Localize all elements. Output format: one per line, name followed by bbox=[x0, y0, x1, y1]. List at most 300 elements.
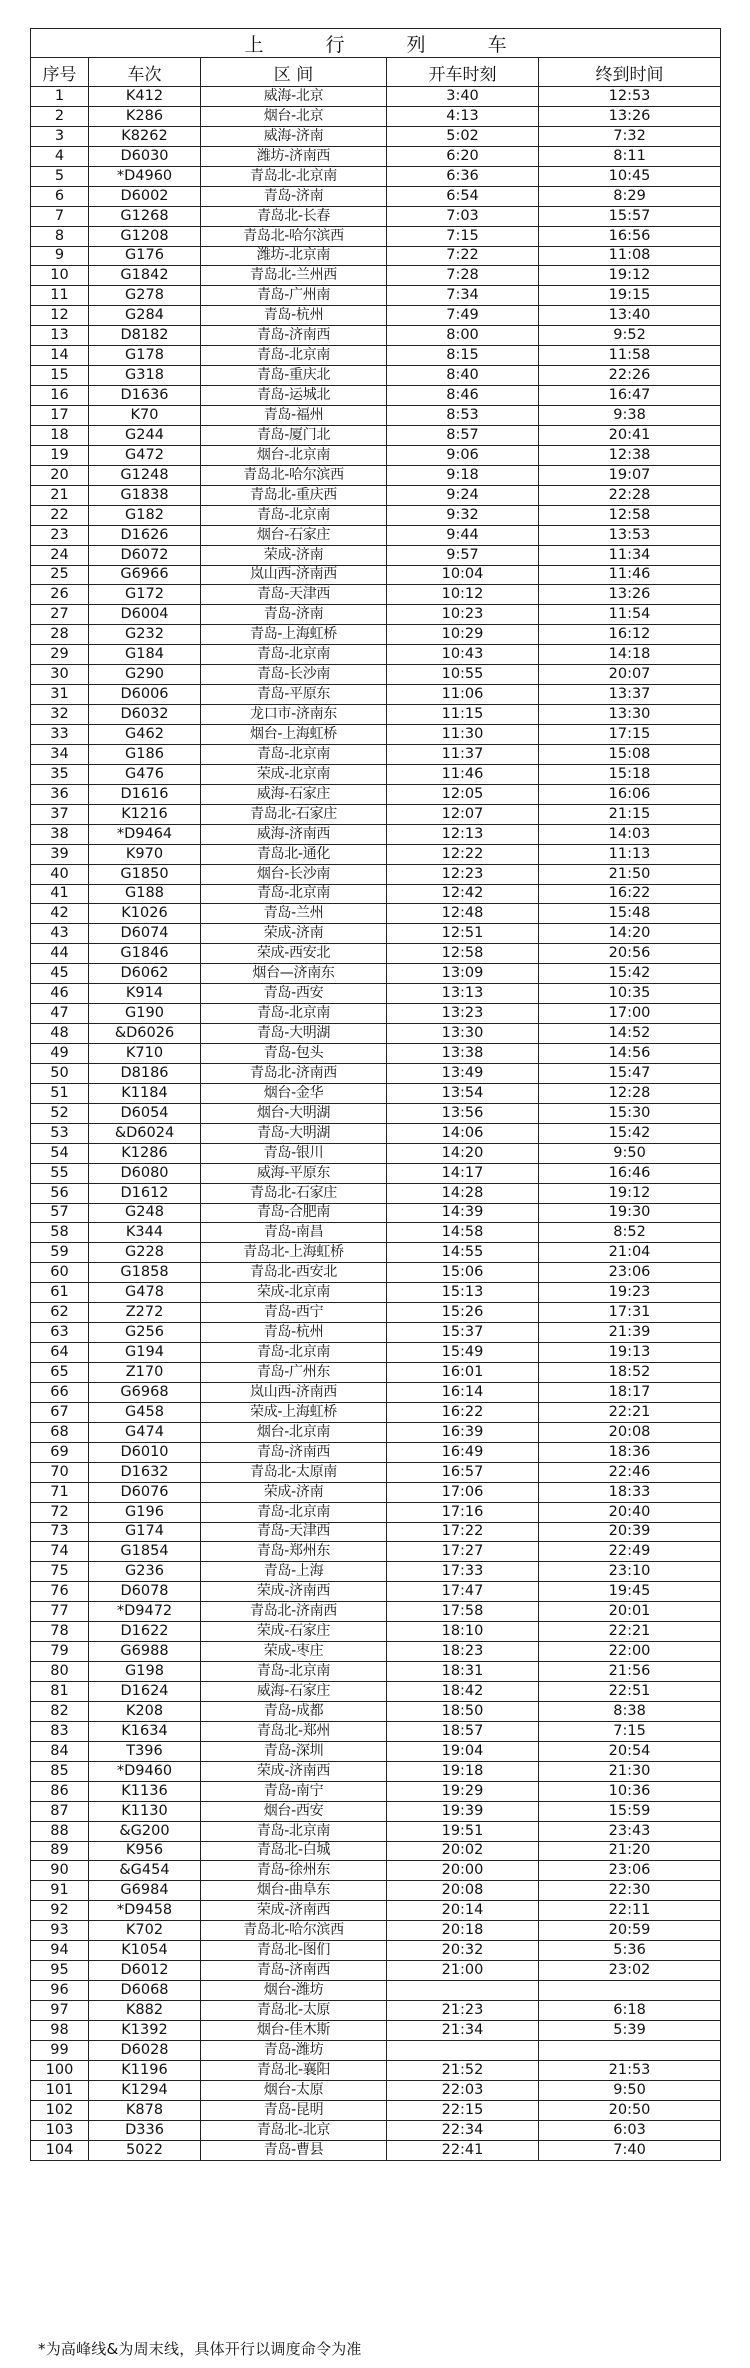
cell-departure: 7:22 bbox=[387, 246, 539, 266]
cell-no: 21 bbox=[31, 485, 89, 505]
cell-no: 51 bbox=[31, 1083, 89, 1103]
cell-arrival: 23:43 bbox=[539, 1821, 721, 1841]
table-row bbox=[31, 2040, 721, 2060]
cell-no: 58 bbox=[31, 1223, 89, 1243]
cell-no: 29 bbox=[31, 645, 89, 665]
cell-departure: 15:06 bbox=[387, 1263, 539, 1283]
cell-arrival: 12:38 bbox=[539, 445, 721, 465]
cell-route: 青岛-成都 bbox=[201, 1701, 387, 1721]
cell-no: 28 bbox=[31, 625, 89, 645]
cell-no: 38 bbox=[31, 824, 89, 844]
table-row bbox=[31, 1343, 721, 1363]
cell-arrival: 20:08 bbox=[539, 1422, 721, 1442]
cell-departure: 12:22 bbox=[387, 844, 539, 864]
table-row bbox=[31, 326, 721, 346]
cell-departure: 14:06 bbox=[387, 1123, 539, 1143]
cell-train: K878 bbox=[89, 2100, 201, 2120]
cell-no: 80 bbox=[31, 1662, 89, 1682]
cell-route: 青岛-北京南 bbox=[201, 346, 387, 366]
cell-no: 54 bbox=[31, 1143, 89, 1163]
cell-route: 青岛-济南 bbox=[201, 605, 387, 625]
cell-no: 9 bbox=[31, 246, 89, 266]
cell-train: K1054 bbox=[89, 1941, 201, 1961]
cell-train: K1136 bbox=[89, 1781, 201, 1801]
cell-departure: 14:17 bbox=[387, 1163, 539, 1183]
cell-departure: 14:39 bbox=[387, 1203, 539, 1223]
cell-arrival: 15:59 bbox=[539, 1801, 721, 1821]
cell-arrival: 16:47 bbox=[539, 386, 721, 406]
cell-train: G1850 bbox=[89, 864, 201, 884]
cell-no: 101 bbox=[31, 2080, 89, 2100]
table-row bbox=[31, 346, 721, 366]
cell-no: 57 bbox=[31, 1203, 89, 1223]
cell-train: G196 bbox=[89, 1502, 201, 1522]
cell-route: 青岛-北京南 bbox=[201, 505, 387, 525]
cell-route: 岚山西-济南西 bbox=[201, 565, 387, 585]
cell-departure: 11:06 bbox=[387, 685, 539, 705]
cell-arrival: 12:53 bbox=[539, 87, 721, 107]
cell-no: 3 bbox=[31, 126, 89, 146]
cell-no: 13 bbox=[31, 326, 89, 346]
cell-no: 39 bbox=[31, 844, 89, 864]
table-row bbox=[31, 1083, 721, 1103]
cell-no: 30 bbox=[31, 665, 89, 685]
cell-departure: 6:36 bbox=[387, 166, 539, 186]
cell-arrival: 21:04 bbox=[539, 1243, 721, 1263]
cell-arrival: 23:10 bbox=[539, 1562, 721, 1582]
cell-departure: 18:10 bbox=[387, 1622, 539, 1642]
cell-no: 46 bbox=[31, 984, 89, 1004]
cell-no: 65 bbox=[31, 1363, 89, 1383]
table-row bbox=[31, 126, 721, 146]
cell-train: K412 bbox=[89, 87, 201, 107]
cell-arrival: 10:45 bbox=[539, 166, 721, 186]
cell-train: G6966 bbox=[89, 565, 201, 585]
table-row bbox=[31, 1542, 721, 1562]
cell-route: 青岛-北京南 bbox=[201, 1502, 387, 1522]
cell-no: 2 bbox=[31, 106, 89, 126]
cell-route: 青岛-兰州 bbox=[201, 904, 387, 924]
cell-arrival: 19:13 bbox=[539, 1343, 721, 1363]
cell-arrival: 16:22 bbox=[539, 884, 721, 904]
cell-no: 89 bbox=[31, 1841, 89, 1861]
cell-train: G478 bbox=[89, 1283, 201, 1303]
timetable-body bbox=[31, 87, 721, 2161]
table-row bbox=[31, 1781, 721, 1801]
cell-train: G190 bbox=[89, 1004, 201, 1024]
cell-route: 青岛北-上海虹桥 bbox=[201, 1243, 387, 1263]
cell-no: 19 bbox=[31, 445, 89, 465]
cell-route: 青岛北-石家庄 bbox=[201, 1183, 387, 1203]
cell-route: 青岛北-北京南 bbox=[201, 166, 387, 186]
cell-no: 94 bbox=[31, 1941, 89, 1961]
header-arrival: 终到时间 bbox=[539, 58, 721, 87]
cell-arrival: 21:39 bbox=[539, 1323, 721, 1343]
cell-no: 15 bbox=[31, 366, 89, 386]
cell-arrival: 21:50 bbox=[539, 864, 721, 884]
cell-train: K1392 bbox=[89, 2020, 201, 2040]
cell-route: 荣成-北京南 bbox=[201, 764, 387, 784]
cell-route: 烟台-长沙南 bbox=[201, 864, 387, 884]
cell-departure: 18:23 bbox=[387, 1642, 539, 1662]
table-row bbox=[31, 1981, 721, 2001]
table-row bbox=[31, 744, 721, 764]
cell-route: 青岛-大明湖 bbox=[201, 1024, 387, 1044]
cell-departure: 6:54 bbox=[387, 186, 539, 206]
table-row bbox=[31, 964, 721, 984]
cell-no: 69 bbox=[31, 1442, 89, 1462]
cell-arrival: 22:21 bbox=[539, 1622, 721, 1642]
cell-route: 青岛-济南西 bbox=[201, 1442, 387, 1462]
table-row bbox=[31, 106, 721, 126]
cell-route: 荣成-济南 bbox=[201, 1482, 387, 1502]
cell-departure: 11:15 bbox=[387, 705, 539, 725]
cell-departure: 12:51 bbox=[387, 924, 539, 944]
cell-train: G194 bbox=[89, 1343, 201, 1363]
cell-route: 青岛北-哈尔滨西 bbox=[201, 465, 387, 485]
cell-departure: 14:28 bbox=[387, 1183, 539, 1203]
cell-route: 青岛北-长春 bbox=[201, 206, 387, 226]
table-row bbox=[31, 146, 721, 166]
table-row bbox=[31, 1203, 721, 1223]
cell-no: 63 bbox=[31, 1323, 89, 1343]
cell-route: 烟台-西安 bbox=[201, 1801, 387, 1821]
cell-no: 88 bbox=[31, 1821, 89, 1841]
cell-route: 烟台-北京 bbox=[201, 106, 387, 126]
cell-departure: 10:55 bbox=[387, 665, 539, 685]
cell-departure: 16:01 bbox=[387, 1363, 539, 1383]
cell-departure: 20:14 bbox=[387, 1901, 539, 1921]
cell-route: 岚山西-济南西 bbox=[201, 1382, 387, 1402]
cell-no: 48 bbox=[31, 1024, 89, 1044]
cell-departure: 12:05 bbox=[387, 784, 539, 804]
cell-arrival: 12:28 bbox=[539, 1083, 721, 1103]
cell-departure: 11:37 bbox=[387, 744, 539, 764]
table-row bbox=[31, 186, 721, 206]
cell-no: 90 bbox=[31, 1861, 89, 1881]
cell-train: *D4960 bbox=[89, 166, 201, 186]
cell-train: G1208 bbox=[89, 226, 201, 246]
cell-arrival: 14:20 bbox=[539, 924, 721, 944]
cell-route: 荣成-石家庄 bbox=[201, 1622, 387, 1642]
cell-departure: 9:57 bbox=[387, 545, 539, 565]
table-row bbox=[31, 844, 721, 864]
cell-arrival: 16:06 bbox=[539, 784, 721, 804]
cell-route: 烟台-上海虹桥 bbox=[201, 725, 387, 745]
cell-route: 青岛-潍坊 bbox=[201, 2040, 387, 2060]
cell-no: 77 bbox=[31, 1602, 89, 1622]
cell-route: 青岛-长沙南 bbox=[201, 665, 387, 685]
cell-departure bbox=[387, 2040, 539, 2060]
cell-no: 59 bbox=[31, 1243, 89, 1263]
cell-arrival: 9:50 bbox=[539, 2080, 721, 2100]
cell-route: 青岛-郑州东 bbox=[201, 1542, 387, 1562]
cell-arrival: 13:40 bbox=[539, 306, 721, 326]
cell-departure: 16:39 bbox=[387, 1422, 539, 1442]
cell-route: 青岛-西安 bbox=[201, 984, 387, 1004]
cell-route: 青岛北-太原南 bbox=[201, 1462, 387, 1482]
cell-route: 青岛北-济南西 bbox=[201, 1063, 387, 1083]
cell-route: 青岛-西宁 bbox=[201, 1303, 387, 1323]
cell-departure: 12:42 bbox=[387, 884, 539, 904]
cell-arrival: 18:33 bbox=[539, 1482, 721, 1502]
cell-no: 52 bbox=[31, 1103, 89, 1123]
cell-departure: 13:30 bbox=[387, 1024, 539, 1044]
cell-route: 青岛-广州南 bbox=[201, 286, 387, 306]
cell-train: G1838 bbox=[89, 485, 201, 505]
cell-no: 84 bbox=[31, 1741, 89, 1761]
cell-no: 31 bbox=[31, 685, 89, 705]
table-row bbox=[31, 725, 721, 745]
table-row bbox=[31, 1502, 721, 1522]
table-row bbox=[31, 605, 721, 625]
cell-train: K914 bbox=[89, 984, 201, 1004]
cell-departure: 19:39 bbox=[387, 1801, 539, 1821]
cell-departure: 9:44 bbox=[387, 525, 539, 545]
cell-arrival: 19:07 bbox=[539, 465, 721, 485]
table-row bbox=[31, 625, 721, 645]
cell-no: 18 bbox=[31, 425, 89, 445]
cell-arrival: 17:00 bbox=[539, 1004, 721, 1024]
table-row bbox=[31, 166, 721, 186]
cell-arrival: 23:06 bbox=[539, 1263, 721, 1283]
cell-no: 87 bbox=[31, 1801, 89, 1821]
cell-no: 53 bbox=[31, 1123, 89, 1143]
cell-train: D6062 bbox=[89, 964, 201, 984]
cell-train: D1632 bbox=[89, 1462, 201, 1482]
cell-departure: 7:28 bbox=[387, 266, 539, 286]
cell-train: D1624 bbox=[89, 1682, 201, 1702]
cell-train: D1622 bbox=[89, 1622, 201, 1642]
cell-route: 青岛-北京南 bbox=[201, 1343, 387, 1363]
cell-arrival: 20:59 bbox=[539, 1921, 721, 1941]
cell-departure: 20:08 bbox=[387, 1881, 539, 1901]
cell-train: D6002 bbox=[89, 186, 201, 206]
cell-route: 青岛北-襄阳 bbox=[201, 2060, 387, 2080]
cell-no: 33 bbox=[31, 725, 89, 745]
cell-route: 烟台—济南东 bbox=[201, 964, 387, 984]
cell-no: 23 bbox=[31, 525, 89, 545]
cell-arrival: 6:18 bbox=[539, 2001, 721, 2021]
cell-no: 62 bbox=[31, 1303, 89, 1323]
cell-arrival: 14:52 bbox=[539, 1024, 721, 1044]
cell-route: 青岛-北京南 bbox=[201, 884, 387, 904]
cell-no: 47 bbox=[31, 1004, 89, 1024]
cell-train: K956 bbox=[89, 1841, 201, 1861]
cell-departure: 11:46 bbox=[387, 764, 539, 784]
cell-arrival: 22:46 bbox=[539, 1462, 721, 1482]
cell-departure: 19:18 bbox=[387, 1761, 539, 1781]
cell-arrival: 13:37 bbox=[539, 685, 721, 705]
cell-departure: 18:31 bbox=[387, 1662, 539, 1682]
table-row bbox=[31, 1103, 721, 1123]
cell-route: 荣成-济南 bbox=[201, 545, 387, 565]
cell-route: 青岛-银川 bbox=[201, 1143, 387, 1163]
table-row bbox=[31, 984, 721, 1004]
cell-departure: 21:34 bbox=[387, 2020, 539, 2040]
table-row bbox=[31, 1861, 721, 1881]
cell-departure: 14:55 bbox=[387, 1243, 539, 1263]
cell-route: 青岛-杭州 bbox=[201, 306, 387, 326]
cell-departure: 4:13 bbox=[387, 106, 539, 126]
cell-train: &D6024 bbox=[89, 1123, 201, 1143]
cell-departure: 16:22 bbox=[387, 1402, 539, 1422]
cell-route: 荣成-上海虹桥 bbox=[201, 1402, 387, 1422]
cell-departure: 12:48 bbox=[387, 904, 539, 924]
cell-train: Z272 bbox=[89, 1303, 201, 1323]
cell-route: 青岛北-北京 bbox=[201, 2120, 387, 2140]
cell-departure: 15:13 bbox=[387, 1283, 539, 1303]
cell-train: D6054 bbox=[89, 1103, 201, 1123]
cell-train: D8186 bbox=[89, 1063, 201, 1083]
cell-arrival: 15:18 bbox=[539, 764, 721, 784]
cell-train: G1842 bbox=[89, 266, 201, 286]
cell-arrival: 20:39 bbox=[539, 1522, 721, 1542]
cell-departure: 18:50 bbox=[387, 1701, 539, 1721]
cell-no: 7 bbox=[31, 206, 89, 226]
cell-arrival: 19:15 bbox=[539, 286, 721, 306]
cell-route: 青岛北-哈尔滨西 bbox=[201, 1921, 387, 1941]
table-row bbox=[31, 1163, 721, 1183]
cell-departure: 12:13 bbox=[387, 824, 539, 844]
table-row bbox=[31, 1961, 721, 1981]
table-row bbox=[31, 1482, 721, 1502]
cell-no: 100 bbox=[31, 2060, 89, 2080]
cell-route: 青岛-平原东 bbox=[201, 685, 387, 705]
cell-departure: 3:40 bbox=[387, 87, 539, 107]
cell-train: D6004 bbox=[89, 605, 201, 625]
cell-departure bbox=[387, 1981, 539, 2001]
cell-departure: 14:20 bbox=[387, 1143, 539, 1163]
cell-arrival: 23:06 bbox=[539, 1861, 721, 1881]
cell-no: 86 bbox=[31, 1781, 89, 1801]
cell-departure: 17:16 bbox=[387, 1502, 539, 1522]
cell-no: 82 bbox=[31, 1701, 89, 1721]
table-row bbox=[31, 505, 721, 525]
cell-train: G176 bbox=[89, 246, 201, 266]
cell-arrival: 20:01 bbox=[539, 1602, 721, 1622]
cell-train: *D9464 bbox=[89, 824, 201, 844]
cell-train: D6030 bbox=[89, 146, 201, 166]
cell-route: 青岛-北京南 bbox=[201, 1004, 387, 1024]
cell-no: 12 bbox=[31, 306, 89, 326]
cell-route: 烟台-太原 bbox=[201, 2080, 387, 2100]
cell-arrival: 14:18 bbox=[539, 645, 721, 665]
cell-no: 104 bbox=[31, 2140, 89, 2160]
cell-train: D6032 bbox=[89, 705, 201, 725]
cell-train: D6006 bbox=[89, 685, 201, 705]
table-row bbox=[31, 465, 721, 485]
cell-no: 66 bbox=[31, 1382, 89, 1402]
cell-arrival: 20:54 bbox=[539, 1741, 721, 1761]
cell-train: G472 bbox=[89, 445, 201, 465]
cell-no: 70 bbox=[31, 1462, 89, 1482]
cell-arrival: 8:11 bbox=[539, 146, 721, 166]
table-row bbox=[31, 904, 721, 924]
cell-train: G198 bbox=[89, 1662, 201, 1682]
cell-route: 青岛北-太原 bbox=[201, 2001, 387, 2021]
cell-departure: 14:58 bbox=[387, 1223, 539, 1243]
cell-departure: 10:43 bbox=[387, 645, 539, 665]
cell-route: 青岛北-哈尔滨西 bbox=[201, 226, 387, 246]
cell-arrival: 17:15 bbox=[539, 725, 721, 745]
cell-arrival: 18:17 bbox=[539, 1382, 721, 1402]
cell-route: 荣成-济南西 bbox=[201, 1761, 387, 1781]
cell-train: *D9460 bbox=[89, 1761, 201, 1781]
cell-departure: 6:20 bbox=[387, 146, 539, 166]
cell-train: K70 bbox=[89, 406, 201, 426]
cell-train: G1268 bbox=[89, 206, 201, 226]
table-row bbox=[31, 1402, 721, 1422]
cell-no: 99 bbox=[31, 2040, 89, 2060]
table-row bbox=[31, 1183, 721, 1203]
cell-no: 16 bbox=[31, 386, 89, 406]
cell-train: G1846 bbox=[89, 944, 201, 964]
table-row bbox=[31, 1323, 721, 1343]
footnote: *为高峰线&为周末线，具体开行以调度命令为准 bbox=[38, 2340, 362, 2358]
table-row bbox=[31, 1582, 721, 1602]
cell-arrival: 16:56 bbox=[539, 226, 721, 246]
table-row bbox=[31, 1063, 721, 1083]
cell-no: 92 bbox=[31, 1901, 89, 1921]
cell-arrival: 21:30 bbox=[539, 1761, 721, 1781]
cell-arrival: 19:12 bbox=[539, 266, 721, 286]
table-row bbox=[31, 784, 721, 804]
cell-no: 45 bbox=[31, 964, 89, 984]
cell-train: K970 bbox=[89, 844, 201, 864]
cell-no: 1 bbox=[31, 87, 89, 107]
cell-arrival: 7:15 bbox=[539, 1721, 721, 1741]
cell-no: 95 bbox=[31, 1961, 89, 1981]
table-row bbox=[31, 824, 721, 844]
cell-no: 96 bbox=[31, 1981, 89, 2001]
cell-train: G318 bbox=[89, 366, 201, 386]
cell-no: 27 bbox=[31, 605, 89, 625]
cell-train: D6072 bbox=[89, 545, 201, 565]
table-row bbox=[31, 685, 721, 705]
cell-no: 102 bbox=[31, 2100, 89, 2120]
cell-departure: 7:49 bbox=[387, 306, 539, 326]
table-row bbox=[31, 1143, 721, 1163]
cell-arrival: 15:42 bbox=[539, 1123, 721, 1143]
cell-route: 青岛-广州东 bbox=[201, 1363, 387, 1383]
cell-departure: 10:29 bbox=[387, 625, 539, 645]
cell-train: K1634 bbox=[89, 1721, 201, 1741]
table-row bbox=[31, 2060, 721, 2080]
table-row bbox=[31, 1881, 721, 1901]
cell-arrival: 8:29 bbox=[539, 186, 721, 206]
cell-train: G172 bbox=[89, 585, 201, 605]
cell-arrival: 19:45 bbox=[539, 1582, 721, 1602]
cell-train: D6074 bbox=[89, 924, 201, 944]
cell-arrival: 15:48 bbox=[539, 904, 721, 924]
cell-departure: 10:04 bbox=[387, 565, 539, 585]
cell-route: 烟台-佳木斯 bbox=[201, 2020, 387, 2040]
table-row bbox=[31, 1801, 721, 1821]
cell-route: 青岛-昆明 bbox=[201, 2100, 387, 2120]
cell-route: 青岛北-兰州西 bbox=[201, 266, 387, 286]
table-row bbox=[31, 645, 721, 665]
cell-departure: 10:12 bbox=[387, 585, 539, 605]
cell-train: G244 bbox=[89, 425, 201, 445]
cell-arrival: 13:53 bbox=[539, 525, 721, 545]
cell-departure: 20:02 bbox=[387, 1841, 539, 1861]
cell-train: Z170 bbox=[89, 1363, 201, 1383]
cell-train: G1854 bbox=[89, 1542, 201, 1562]
cell-route: 青岛-福州 bbox=[201, 406, 387, 426]
cell-arrival: 7:40 bbox=[539, 2140, 721, 2160]
cell-route: 青岛-济南西 bbox=[201, 326, 387, 346]
